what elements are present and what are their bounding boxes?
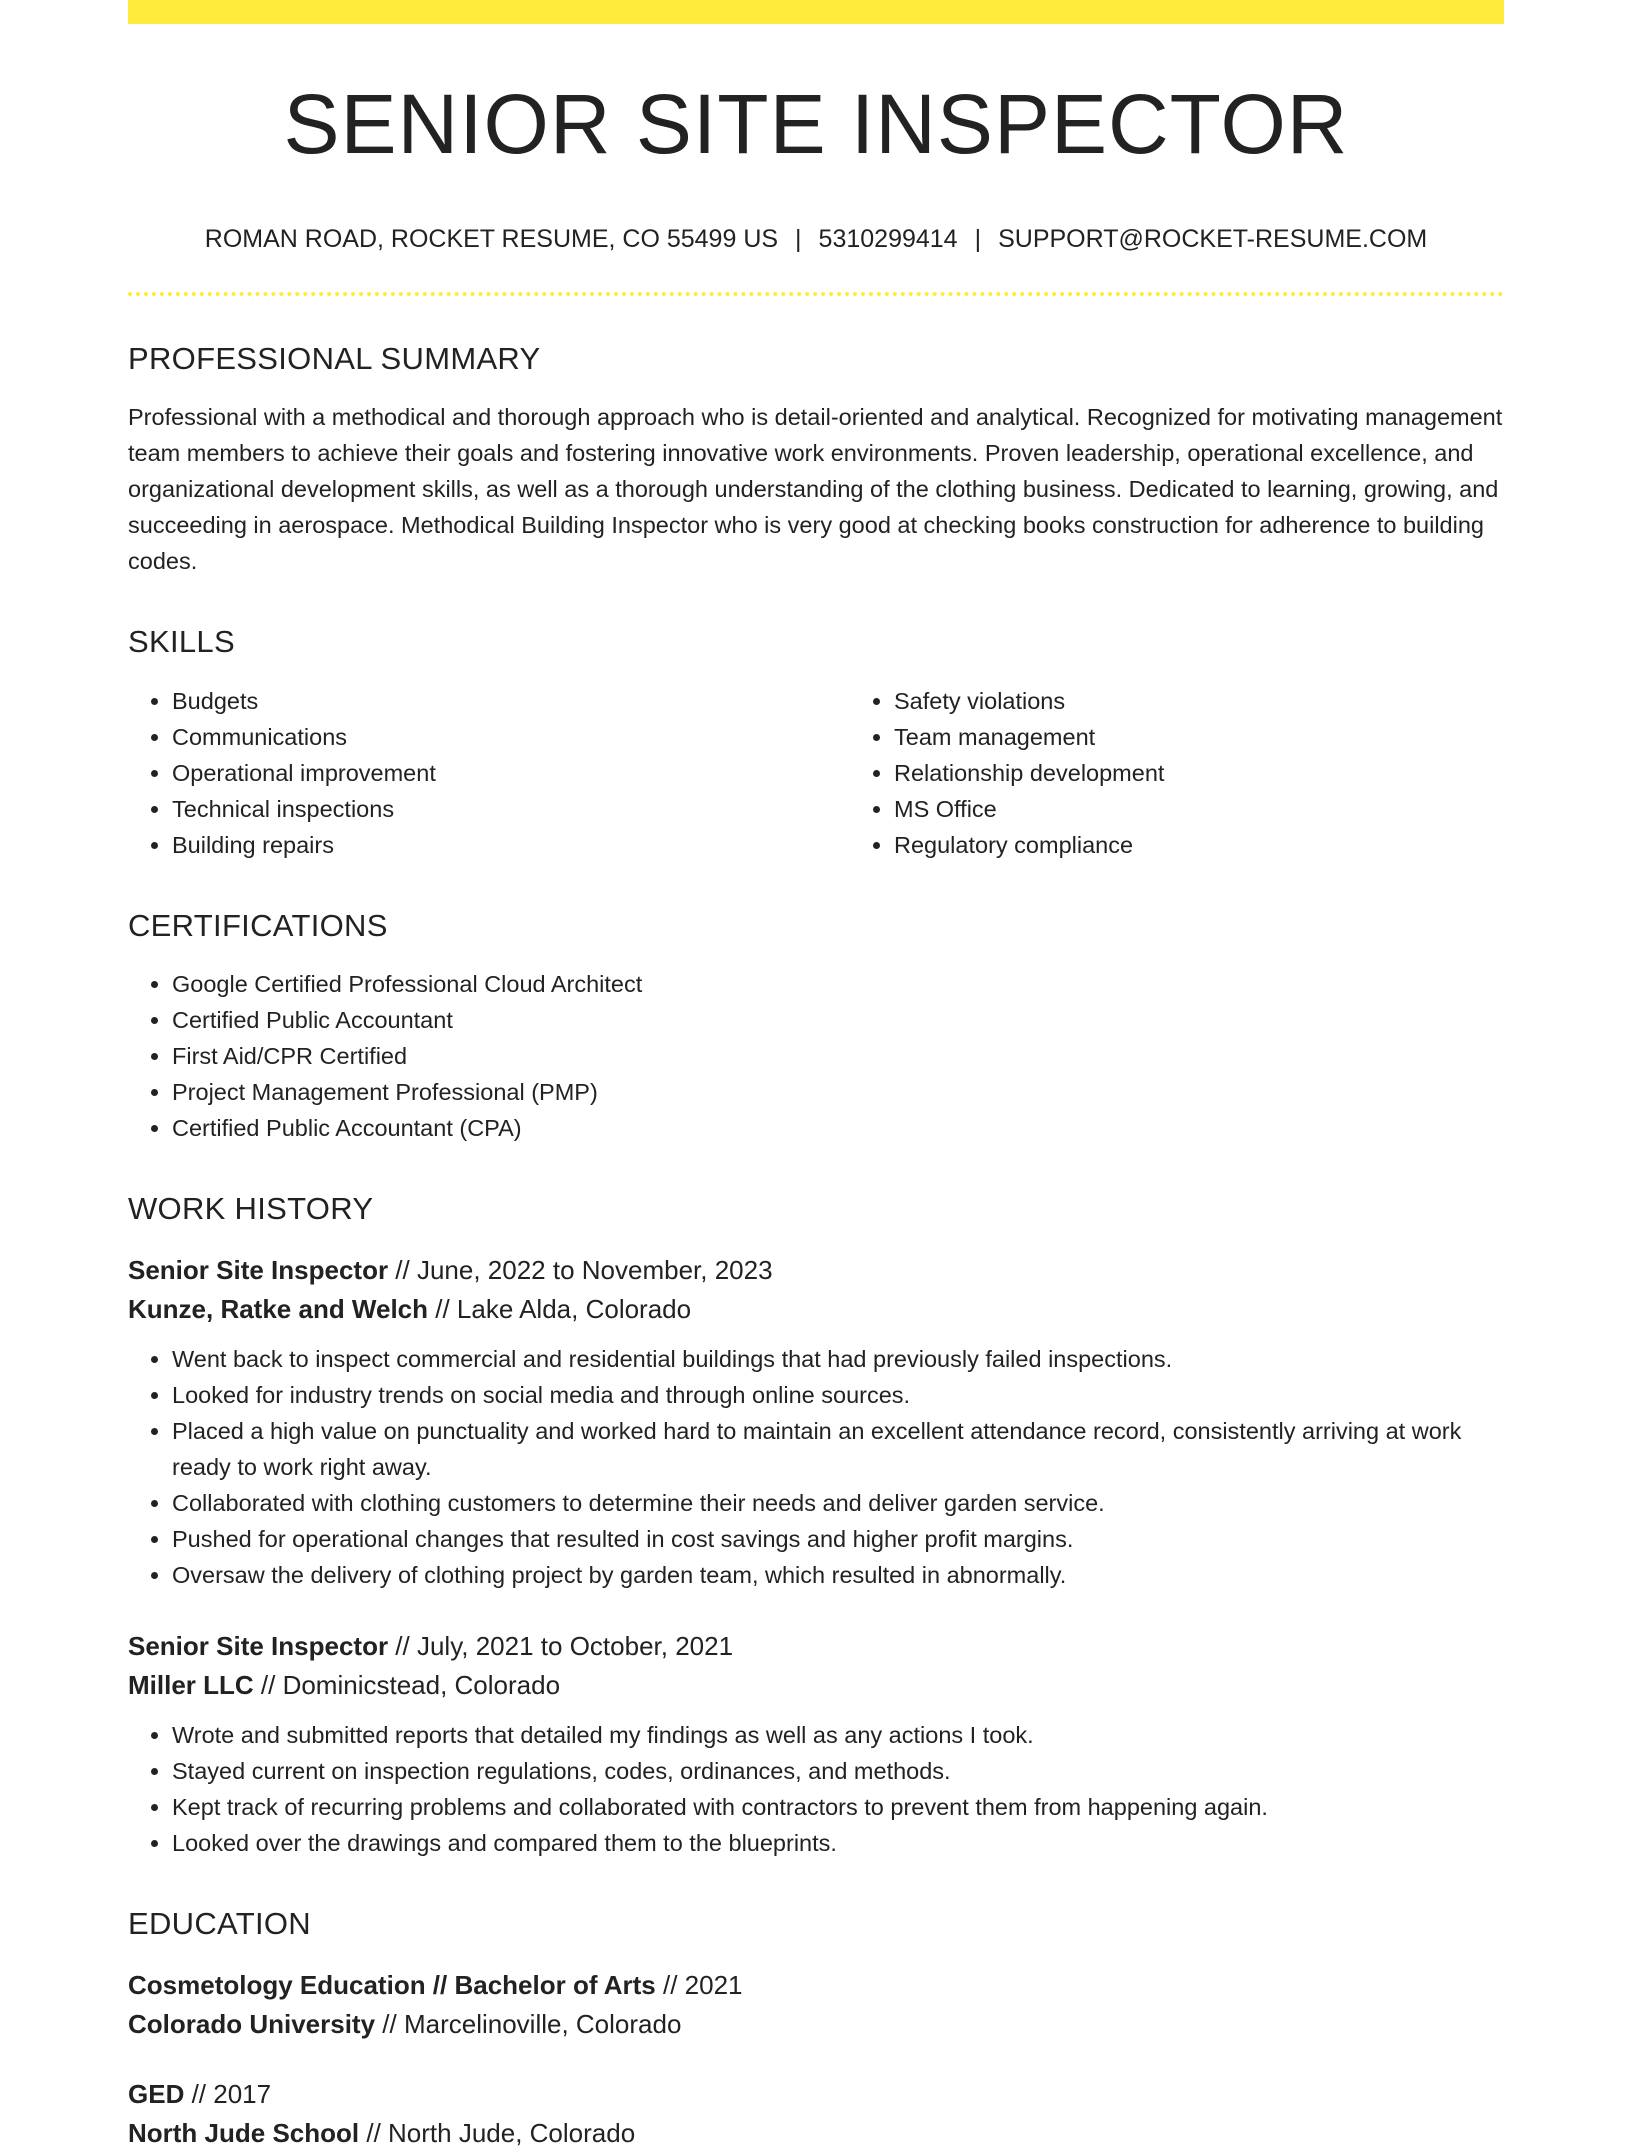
job-company-line [128, 1290, 1504, 1329]
list-item: • Operational improvement [172, 755, 850, 791]
certifications-list [128, 966, 1504, 1146]
job-bullets [128, 1717, 1504, 1861]
summary-text: Professional with a methodical and thorough approach who is detail-oriented and analytical. Recognized for motivating management team members to achieve their goals and fostering innovative work environments. Proven leadership, operational excellence, and organizational development skills, as well as a thorough understanding of the clothing business. Dedicated to learning, growing, and succeeding in aerospace. Methodical Building Inspector who is very good at checking books construction for adherence to building codes. [128, 404, 1503, 575]
list-item: • Google Certified Professional Cloud Architect [172, 966, 1504, 1002]
list-item: • Communications [172, 719, 850, 755]
education-entry [128, 1966, 1504, 2044]
list-item: • Looked for industry trends on social media and through online sources. [172, 1377, 1504, 1413]
job-location: // Dominicstead, Colorado [253, 1669, 561, 1700]
list-item: • Kept track of recurring problems and collaborated with contractors to prevent them from happening again. [172, 1789, 1504, 1825]
list-item: • Technical inspections [172, 791, 850, 827]
list-item: • Team management [894, 719, 1570, 755]
list-item: • First Aid/CPR Certified [172, 1038, 1504, 1074]
dotted-divider [128, 292, 1504, 296]
degree-line [128, 2075, 1504, 2114]
separator: | [795, 225, 802, 254]
list-item: • Placed a high value on punctuality and worked hard to maintain an excellent attendance record, consistently arriving at work ready to work right away. [172, 1413, 1504, 1485]
list-item: • Collaborated with clothing customers to determine their needs and deliver garden service. [172, 1485, 1504, 1521]
summary-heading: PROFESSIONAL SUMMARY [128, 341, 541, 377]
list-item: • Relationship development [894, 755, 1570, 791]
list-item: • Project Management Professional (PMP) [172, 1074, 1504, 1110]
list-item: • Pushed for operational changes that resulted in cost savings and higher profit margins. [172, 1521, 1504, 1557]
list-item: • Budgets [172, 683, 850, 719]
list-item: • Oversaw the delivery of clothing project by garden team, which resulted in abnormally. [172, 1557, 1504, 1593]
skills-heading: SKILLS [128, 624, 235, 660]
skills-grid [128, 661, 1504, 863]
job-bullets [128, 1341, 1504, 1593]
certifications-heading: CERTIFICATIONS [128, 907, 388, 943]
job-company-line [128, 1666, 1504, 1705]
list-item: • Stayed current on inspection regulations, codes, ordinances, and methods. [172, 1753, 1504, 1789]
page-title: SENIOR SITE INSPECTOR [283, 77, 1349, 171]
resume-page [128, 0, 1504, 2153]
school-line [128, 2005, 1504, 2044]
degree-line [128, 1966, 1504, 2005]
job-company: Miller LLC [128, 1669, 254, 1700]
school: North Jude School [128, 2118, 360, 2149]
grad-year: // 2021 [655, 1970, 743, 2001]
contact-line [128, 224, 1504, 254]
education-heading: EDUCATION [128, 1905, 311, 1941]
job-title-line [128, 1251, 1504, 1290]
degree: Cosmetology Education // Bachelor of Arts [128, 1970, 656, 2001]
list-item: • MS Office [894, 791, 1570, 827]
list-item: • Building repairs [172, 827, 850, 863]
job-header [128, 1627, 1504, 1705]
list-item: • Safety violations [894, 683, 1570, 719]
job-title: Senior Site Inspector [128, 1630, 389, 1661]
job-dates: // July, 2021 to October, 2021 [388, 1630, 734, 1661]
address: ROMAN ROAD, ROCKET RESUME, CO 55499 US [204, 225, 779, 254]
list-item: • Wrote and submitted reports that detailed my findings as well as any actions I took. [172, 1717, 1504, 1753]
job-location: // Lake Alda, Colorado [428, 1293, 692, 1324]
job-dates: // June, 2022 to November, 2023 [388, 1254, 773, 1285]
school-location: // North Jude, Colorado [359, 2118, 636, 2149]
school-line [128, 2114, 1504, 2153]
list-item: • Certified Public Accountant [172, 1002, 1504, 1038]
skills-list-right [850, 683, 1570, 863]
job-title: Senior Site Inspector [128, 1254, 389, 1285]
phone: 5310299414 [818, 225, 958, 254]
list-item: • Looked over the drawings and compared them to the blueprints. [172, 1825, 1504, 1861]
list-item: • Regulatory compliance [894, 827, 1570, 863]
accent-bar [128, 0, 1504, 24]
education-entry [128, 2075, 1504, 2153]
school: Colorado University [128, 2009, 376, 2040]
school-location: // Marcelinoville, Colorado [375, 2009, 682, 2040]
job-header [128, 1251, 1504, 1329]
skills-list-left [128, 683, 850, 863]
grad-year: // 2017 [184, 2079, 272, 2110]
list-item: • Certified Public Accountant (CPA) [172, 1110, 1504, 1146]
separator: | [974, 225, 982, 254]
spacer [128, 1593, 1504, 1627]
work-history-heading: WORK HISTORY [128, 1190, 374, 1226]
list-item: • Went back to inspect commercial and residential buildings that had previously failed inspections. [172, 1341, 1504, 1377]
job-company: Kunze, Ratke and Welch [128, 1293, 429, 1324]
degree: GED [128, 2079, 185, 2110]
job-title-line [128, 1627, 1504, 1666]
email-link[interactable]: SUPPORT@ROCKET-RESUME.COM [998, 225, 1428, 254]
